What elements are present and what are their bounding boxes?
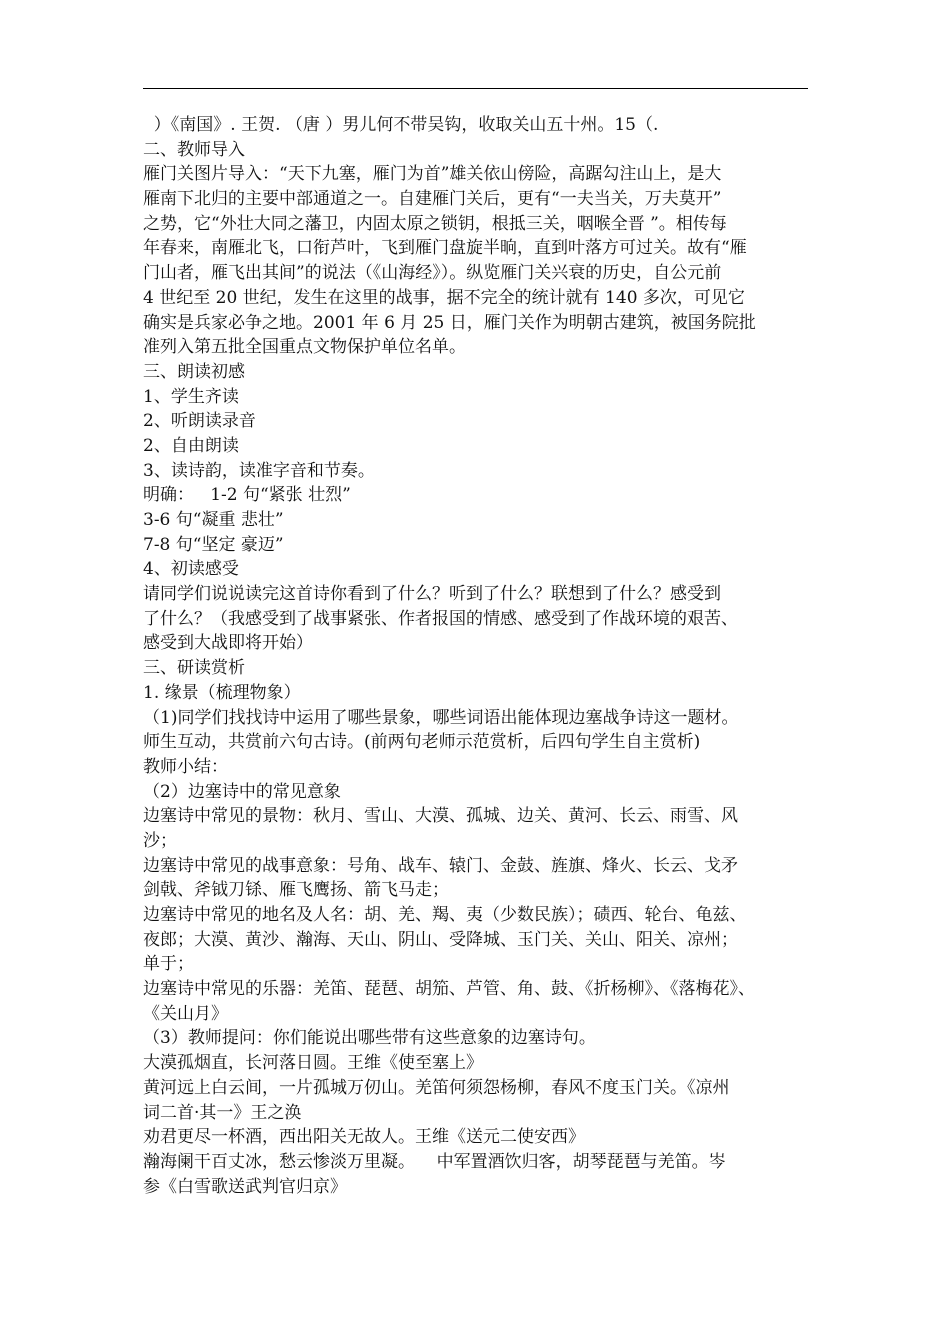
text-line: ）《南国》. 王贺. （唐 ）男儿何不带吴钩，收取关山五十州。15（.: [143, 115, 659, 135]
text-line: 1、学生齐读: [143, 386, 239, 407]
text-line: 参《白雪歌送武判官归京》: [143, 1176, 347, 1197]
document-body: [143, 113, 811, 1199]
text-line: 黄河远上白云间，一片孤城万仞山。羌笛何须怨杨柳，春风不度玉门关。《凉州: [143, 1077, 730, 1098]
text-line: （3）教师提问：你们能说出哪些带有这些意象的边塞诗句。: [143, 1028, 596, 1049]
text-line: 三、朗读初感: [143, 361, 245, 382]
text-line: 沙；: [143, 830, 177, 851]
text-line: 词二首·其一》王之涣: [143, 1102, 302, 1123]
text-line: 瀚海阑干百丈冰，愁云惨淡万里凝。 中军置酒饮归客，胡琴琵琶与羌笛。岑: [143, 1151, 726, 1172]
text-line: 感受到大战即将开始）: [143, 633, 313, 654]
text-line: 教师小结：: [143, 756, 228, 777]
text-line: 3-6 句“凝重 悲壮”: [143, 510, 284, 530]
text-line: 边塞诗中常见的战事意象：号角、战车、辕门、金鼓、旌旗、烽火、长云、戈矛: [143, 855, 738, 876]
text-line: 边塞诗中常见的乐器：羌笛、琵琶、胡笳、芦管、角、鼓、《折杨柳》、《落梅花》、: [143, 979, 755, 1000]
header-rule: [143, 88, 808, 89]
text-line: 《关山月》: [143, 1003, 228, 1024]
text-line: 单于；: [143, 954, 194, 975]
text-line: 准列入第五批全国重点文物保护单位名单。: [143, 337, 466, 358]
text-line: 门山者，雁飞出其间”的说法（《山海经》）。纵览雁门关兴衰的历史，自公元前: [143, 263, 722, 284]
text-line: 大漠孤烟直，长河落日圆。王维《使至塞上》: [143, 1053, 483, 1074]
text-line: 3、读诗韵，读准字音和节奏。: [143, 460, 375, 481]
text-line: 雁南下北归的主要中部通道之一。自建雁门关后，更有“一夫当关，万夫莫开”: [143, 189, 722, 210]
text-line: 二、教师导入: [143, 139, 245, 160]
text-line: 年春来，南雁北飞，口衔芦叶，飞到雁门盘旋半晌，直到叶落方可过关。故有“雁: [143, 238, 747, 259]
text-line: 4 世纪至 20 世纪，发生在这里的战事，据不完全的统计就有 140 多次，可见它: [143, 287, 745, 308]
text-line: 1. 缘景（梳理物象）: [143, 682, 301, 703]
text-line: 剑戟、斧钺刀铩、雁飞鹰扬、箭飞马走；: [143, 880, 449, 901]
text-line: 7-8 句“坚定 豪迈”: [143, 534, 284, 555]
text-line: 了什么？（我感受到了战事紧张、作者报国的情感、感受到了作战环境的艰苦、: [143, 608, 738, 629]
text-line: 三、研读赏析: [143, 658, 245, 679]
text-line: 雁门关图片导入：“天下九塞，雁门为首”雄关依山傍险，高踞勾注山上，是大: [143, 164, 722, 185]
text-line: （1)同学们找找诗中运用了哪些景象，哪些词语出能体现边塞战争诗这一题材。: [143, 707, 739, 728]
text-line: 边塞诗中常见的地名及人名：胡、羌、羯、夷（少数民族）；碛西、轮台、龟兹、: [143, 905, 747, 925]
text-line: 边塞诗中常见的景物：秋月、雪山、大漠、孤城、边关、黄河、长云、雨雪、风: [143, 806, 738, 827]
text-line: 明确： 1-2 句“紧张 壮烈”: [143, 485, 351, 506]
text-line: 师生互动，共赏前六句古诗。(前两句老师示范赏析，后四句学生自主赏析): [143, 732, 701, 753]
text-line: 之势，它“外壮大同之藩卫，内固太原之锁钥，根抵三关，咽喉全晋 ”。相传每: [143, 213, 727, 234]
text-line: 2、自由朗读: [143, 435, 239, 456]
text-line: 劝君更尽一杯酒，西出阳关无故人。王维《送元二使安西》: [143, 1127, 585, 1148]
text-line: 2、听朗读录音: [143, 411, 256, 432]
text-line: 4、初读感受: [143, 559, 239, 580]
text-line: （2）边塞诗中的常见意象: [143, 781, 341, 802]
text-line: 夜郎；大漠、黄沙、瀚海、天山、阴山、受降城、玉门关、关山、阳关、凉州；: [143, 929, 738, 950]
text-line: 请同学们说说读完这首诗你看到了什么？听到了什么？联想到了什么？感受到: [143, 584, 721, 605]
text-line: 确实是兵家必争之地。2001 年 6 月 25 日，雁门关作为明朝古建筑，被国务院批: [143, 312, 756, 333]
